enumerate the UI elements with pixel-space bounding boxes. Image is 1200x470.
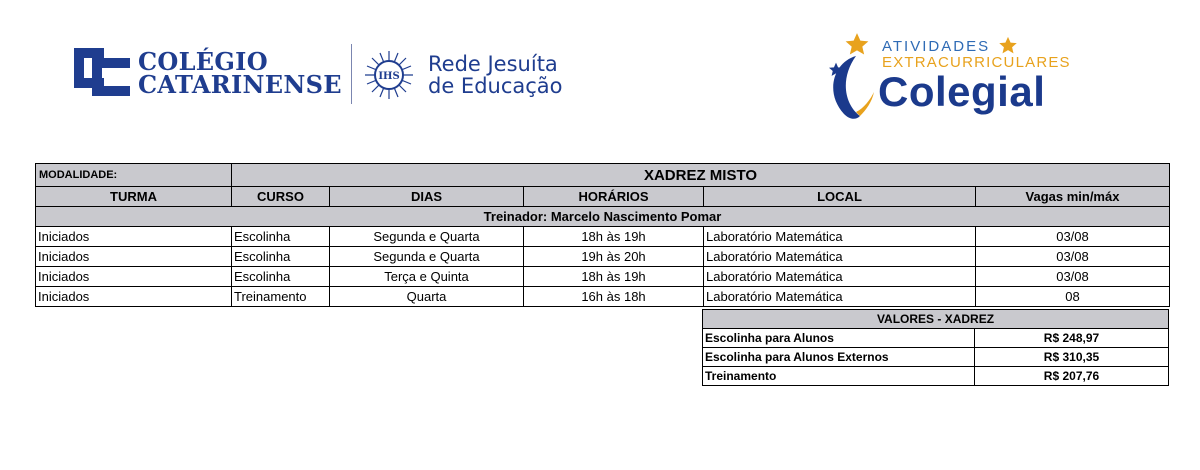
price-value: R$ 207,76 — [975, 367, 1169, 386]
vagas-cell: 03/08 — [976, 247, 1170, 267]
horarios-cell: 16h às 18h — [524, 287, 704, 307]
table-row — [36, 287, 1170, 307]
local-cell: Laboratório Matemática — [704, 247, 976, 267]
vagas-cell: 03/08 — [976, 267, 1170, 287]
col-header-dias: DIAS — [330, 187, 524, 207]
horarios-cell: 18h às 19h — [524, 227, 704, 247]
col-header-vagas: Vagas min/máx — [976, 187, 1170, 207]
logo-divider — [351, 44, 352, 104]
col-header-turma: TURMA — [36, 187, 232, 207]
school-name-line1: COLÉGIO — [138, 47, 268, 76]
turma-cell: Iniciados — [36, 267, 232, 287]
vagas-cell: 03/08 — [976, 227, 1170, 247]
trainer-name: Treinador: Marcelo Nascimento Pomar — [36, 207, 1170, 227]
horarios-cell: 19h às 20h — [524, 247, 704, 267]
curso-cell: Escolinha — [232, 247, 330, 267]
horarios-cell: 18h às 19h — [524, 267, 704, 287]
column-header-row — [36, 187, 1170, 207]
dias-cell: Terça e Quinta — [330, 267, 524, 287]
schedule-table — [35, 163, 1170, 307]
turma-cell: Iniciados — [36, 227, 232, 247]
price-label: Treinamento — [703, 367, 975, 386]
activities-line2: EXTRACURRICULARES — [882, 54, 1071, 71]
vagas-cell: 08 — [976, 287, 1170, 307]
star-icon — [844, 32, 870, 58]
seal-text: IHS — [378, 71, 400, 82]
curso-cell: Escolinha — [232, 227, 330, 247]
dias-cell: Segunda e Quarta — [330, 247, 524, 267]
network-line1: Rede Jesuíta — [428, 52, 558, 76]
price-label: Escolinha para Alunos Externos — [703, 348, 975, 367]
colegio-catarinense-logo — [74, 44, 564, 104]
dias-cell: Segunda e Quarta — [330, 227, 524, 247]
local-cell: Laboratório Matemática — [704, 287, 976, 307]
table-row — [36, 267, 1170, 287]
turma-cell: Iniciados — [36, 247, 232, 267]
network-name — [428, 53, 563, 97]
dias-cell: Quarta — [330, 287, 524, 307]
school-name — [138, 47, 342, 99]
atividades-colegial-logo — [826, 28, 1076, 120]
price-row — [703, 348, 1169, 367]
cc-logo-icon — [74, 48, 130, 96]
modalidade-row — [36, 164, 1170, 187]
modalidade-value: XADREZ MISTO — [232, 164, 1170, 187]
prices-table — [702, 309, 1169, 386]
col-header-curso: CURSO — [232, 187, 330, 207]
price-row — [703, 329, 1169, 348]
jesuit-seal-icon — [364, 50, 414, 100]
table-row — [36, 247, 1170, 267]
prices-header-row — [703, 310, 1169, 329]
col-header-local: LOCAL — [704, 187, 976, 207]
network-line2: de Educação — [428, 74, 563, 98]
price-label: Escolinha para Alunos — [703, 329, 975, 348]
curso-cell: Escolinha — [232, 267, 330, 287]
activities-brand: Colegial — [878, 68, 1046, 115]
small-star-icon — [828, 62, 844, 78]
star-right-icon — [998, 36, 1018, 56]
table-row — [36, 227, 1170, 247]
price-value: R$ 248,97 — [975, 329, 1169, 348]
modalidade-label: MODALIDADE: — [36, 164, 232, 187]
local-cell: Laboratório Matemática — [704, 267, 976, 287]
col-header-horarios: HORÁRIOS — [524, 187, 704, 207]
price-value: R$ 310,35 — [975, 348, 1169, 367]
activities-line1: ATIVIDADES — [882, 38, 991, 55]
turma-cell: Iniciados — [36, 287, 232, 307]
school-name-line2: CATARINENSE — [138, 70, 342, 99]
price-row — [703, 367, 1169, 386]
trainer-row — [36, 207, 1170, 227]
prices-title: VALORES - XADREZ — [703, 310, 1169, 329]
local-cell: Laboratório Matemática — [704, 227, 976, 247]
curso-cell: Treinamento — [232, 287, 330, 307]
